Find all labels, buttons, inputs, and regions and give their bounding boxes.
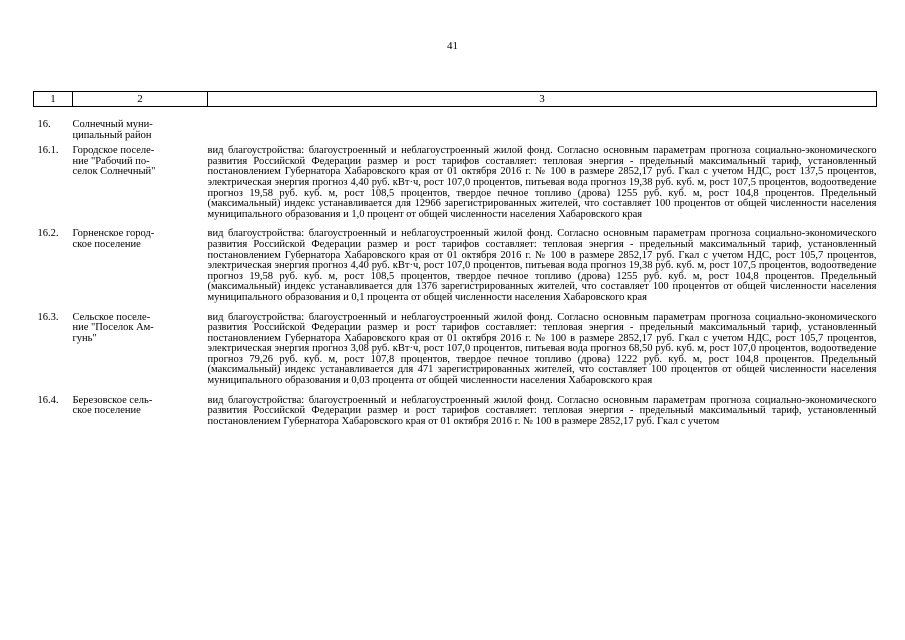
municipality-name: Городское поселе- ние "Рабочий по- селок Солнечный" — [72, 145, 156, 178]
row-number: 16.4. — [37, 394, 59, 406]
municipality-name: Горненское город- ское поселение — [72, 228, 155, 250]
table-row — [34, 396, 877, 437]
header-col-3: 3 — [208, 92, 877, 107]
table-row — [34, 229, 877, 312]
row-number: 16.2. — [37, 228, 59, 240]
table-row — [34, 146, 877, 229]
row-description: вид благоустройства: благоустроенный и неблагоустроенный жилой фонд. Согласно основным параметрам прогноза социально-экономического развития Российской Федерации размер и рост тарифов составляет: тепловая энергия - предельный максимальный тариф, установленный постановлением Губернатора Хабаровского края от 01 октября 2016 г. № 100 в размере 2852,17 руб. Гкал с учетом — [207, 394, 877, 427]
tariff-table — [33, 91, 877, 436]
row-description: вид благоустройства: благоустроенный и неблагоустроенный жилой фонд. Согласно основным параметрам прогноза социально-экономического развития Российской Федерации размер и рост тарифов составляет: тепловая энергия - предельный максимальный тариф, установленный постановлением Губернатора Хабаровского края от 01 октября 2016 г. № 100 в размере 2852,17 руб. Гкал с учетом НДС, рост 137,5 процентов, электрическая энергия прогноз 4,40 руб. кВт·ч, рост 107,0 процентов, питьевая вода прогноз 19,38 руб. куб. м, рост 107,5 процентов, водоотведение прогноз 19,58 руб. куб. м, рост 108,5 процентов, твердое печное топливо (дрова) 1255 руб. куб. м, рост 104,8 процентов. Предельный (максимальный) индекс устанавливается для 12966 зарегистрированных жителей, что составляет 100 процентов от общей численности населения муниципального образования и 1,0 процент от общей численности населения Хабаровского края — [207, 145, 877, 220]
row-description: вид благоустройства: благоустроенный и неблагоустроенный жилой фонд. Согласно основным параметрам прогноза социально-экономического развития Российской Федерации размер и рост тарифов составляет: тепловая энергия - предельный максимальный тариф, установленный постановлением Губернатора Хабаровского края от 01 октября 2016 г. № 100 в размере 2852,17 руб. Гкал с учетом НДС, рост 105,7 процентов, электрическая энергия прогноз 3,08 руб. кВт·ч, рост 107,0 процентов, питьевая вода прогноз 68,50 руб. куб. м, рост 107,0 процентов, водоотведение прогноз 79,26 руб. куб. м, рост 107,8 процентов, твердое печное топливо (дрова) 1222 руб. куб. м, рост 104,8 процентов. Предельный (максимальный) индекс устанавливается для 471 зарегистрированных жителей, что составляет 100 процентов от общей численности населения муниципального образования и 0,03 процента от общей численности населения Хабаровского края — [207, 311, 877, 387]
row-description: вид благоустройства: благоустроенный и неблагоустроенный жилой фонд. Согласно основным параметрам прогноза социально-экономического развития Российской Федерации размер и рост тарифов составляет: тепловая энергия - предельный максимальный тариф, установленный постановлением Губернатора Хабаровского края от 01 октября 2016 г. № 100 в размере 2852,17 руб. Гкал с учетом НДС, рост 105,7 процентов, электрическая энергия прогноз 4,40 руб. кВт·ч, рост 107,0 процентов, питьевая вода прогноз 19,38 руб. куб. м, рост 107,5 процентов, водоотведение прогноз 19,58 руб. куб. м, рост 108,5 процентов, твердое печное топливо (дрова) 1255 руб. куб. м, рост 104,8 процентов. Предельный (максимальный) индекс устанавливается для 1376 зарегистрированных жителей, что составляет 100 процентов от общей численности населения муниципального образования и 0,1 процента от общей численности населения Хабаровского края — [207, 228, 877, 303]
table-header — [34, 92, 877, 107]
table-row — [34, 313, 877, 396]
row-number: 16.1. — [37, 145, 59, 157]
header-col-2: 2 — [73, 92, 208, 107]
row-description — [208, 120, 877, 146]
municipality-name: Сельское поселе- ние "Поселок Ам- гунь" — [72, 311, 154, 344]
municipality-name: Солнечный муни- ципальный район — [72, 119, 153, 141]
table-row — [34, 120, 877, 146]
header-col-1: 1 — [34, 92, 73, 107]
municipality-name: Березовское сель- ское поселение — [72, 394, 153, 417]
row-number: 16.3. — [37, 311, 59, 323]
page-number: 41 — [447, 40, 458, 52]
row-number: 16. — [37, 119, 51, 130]
